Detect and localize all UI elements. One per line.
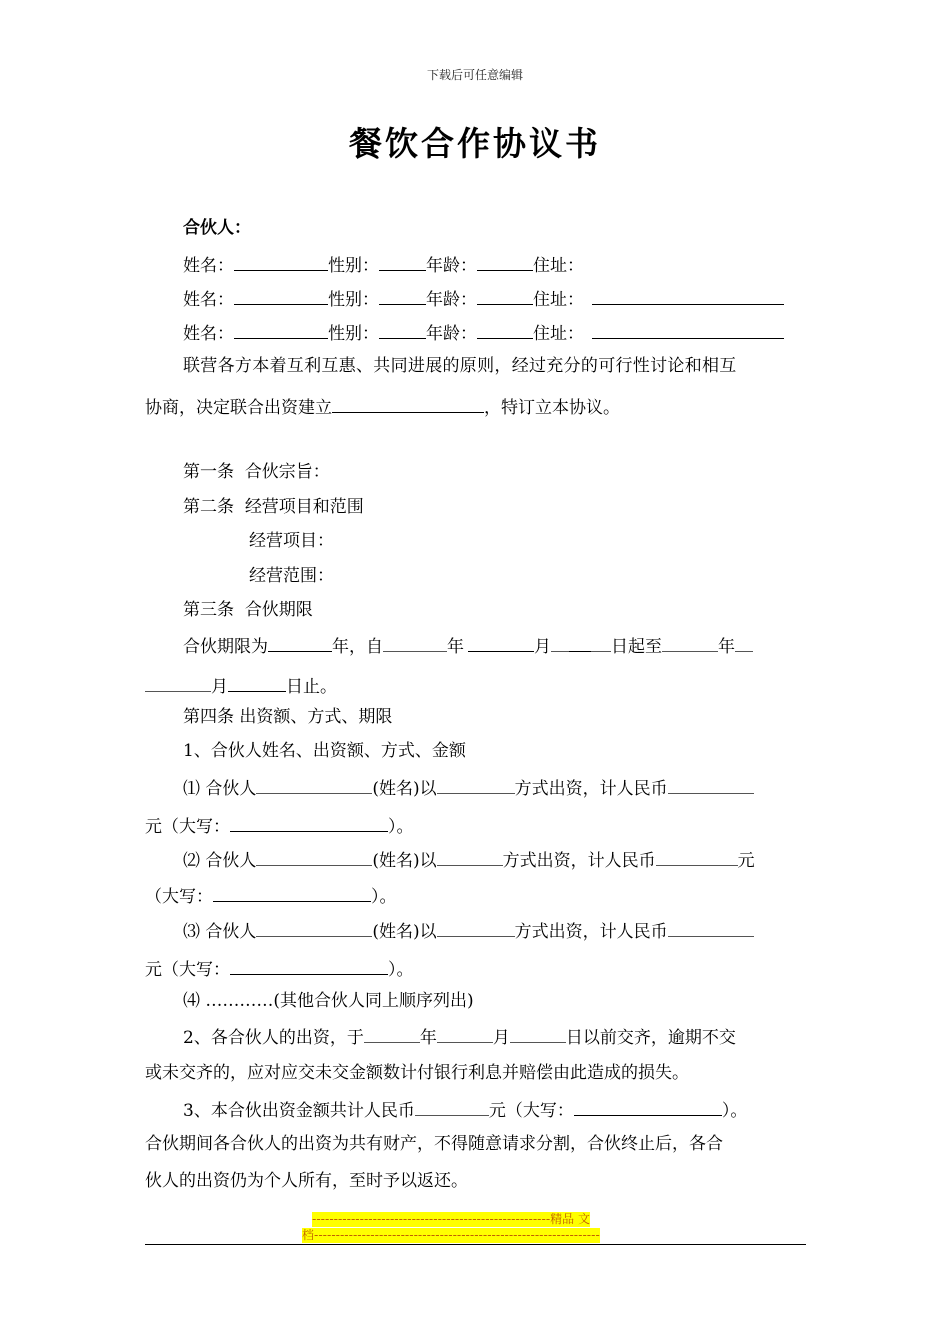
article-1 [183, 460, 330, 484]
name-blank[interactable] [234, 285, 328, 305]
age-label: 年龄： [426, 256, 477, 276]
text: 元（大写： [488, 1101, 574, 1121]
intro-text-post: ，特订立本协议。 [484, 398, 620, 418]
article-4-sub-2 [183, 1023, 736, 1050]
article-2 [183, 495, 364, 519]
text: 月 [534, 637, 551, 657]
address-label: 住址： [533, 290, 584, 310]
partner-name-blank[interactable] [256, 774, 372, 794]
total-amount-blank[interactable] [415, 1096, 489, 1116]
amount-words-blank[interactable] [213, 882, 371, 902]
text: ）。 [388, 817, 414, 837]
amount-blank[interactable] [656, 846, 738, 866]
item-number: ⑵ [183, 851, 200, 871]
name-label: 姓名： [183, 290, 234, 310]
name-blank[interactable] [234, 319, 328, 339]
amount-words-blank[interactable] [230, 955, 388, 975]
text: （大写： [145, 887, 213, 907]
header-note: 下载后可任意编辑 [426, 68, 523, 82]
age-blank[interactable] [477, 319, 533, 339]
text: …………(其他合伙人同上顺序列出) [205, 991, 474, 1011]
text: 年 [447, 637, 464, 657]
text: ）。 [721, 1101, 748, 1121]
age-blank[interactable] [477, 285, 533, 305]
article-4 [183, 705, 392, 729]
age-label: 年龄： [426, 324, 477, 344]
business-items-label: 经营项目： [249, 531, 334, 551]
text: 3、本合伙出资金额共计人民币 [183, 1101, 415, 1121]
article-number: 第四条 [183, 707, 234, 727]
start-day-blank-a[interactable] [551, 632, 569, 652]
partners-heading: 合伙人： [183, 218, 251, 238]
text: 日起至 [611, 637, 662, 657]
text: 元（大写： [145, 817, 230, 837]
age-label: 年龄： [426, 290, 477, 310]
contribution-item-2-line-2 [145, 882, 397, 909]
footer-watermark-line-2: 档------------------------------------------------------------------ [302, 1228, 600, 1242]
intro-line-2 [145, 393, 620, 420]
article-title: 合伙宗旨： [244, 462, 330, 482]
text: 月 [211, 677, 228, 697]
years-blank[interactable] [268, 632, 332, 652]
item-number: ⑴ [183, 779, 200, 799]
deadline-year-blank[interactable] [364, 1023, 420, 1043]
partner-name-blank[interactable] [256, 846, 372, 866]
footer-watermark-line-1: -------------------------------------------------------精品 文 [312, 1212, 590, 1226]
name-label: 姓名： [183, 324, 234, 344]
partner-name-blank[interactable] [256, 917, 372, 937]
article-title: 合伙期限 [244, 600, 313, 620]
address-label: 住址： [533, 324, 584, 344]
intro-line-1: 联营各方本着互利互惠、共同进展的原则，经过充分的可行性讨论和相互 [183, 356, 737, 376]
term-line-1 [183, 632, 753, 659]
end-month-blank-a[interactable] [735, 632, 753, 652]
age-blank[interactable] [477, 251, 533, 271]
method-blank[interactable] [437, 846, 503, 866]
partner-row [183, 285, 784, 312]
text: 年 [718, 637, 735, 657]
text: (姓名)以 [372, 851, 437, 871]
gender-blank[interactable] [379, 251, 426, 271]
article-3 [183, 598, 313, 622]
contribution-item-1-line-2 [145, 812, 414, 839]
method-blank[interactable] [437, 917, 515, 937]
total-amount-words-blank[interactable] [574, 1096, 722, 1116]
article-4-sub-3 [183, 1096, 747, 1123]
start-year-blank[interactable] [383, 632, 447, 652]
contribution-item-3-line-2 [145, 955, 414, 982]
text: 合伙期限为 [183, 637, 268, 657]
document-title: 餐饮合作协议书 [349, 124, 601, 163]
article-number: 第二条 [183, 497, 234, 517]
start-month-blank[interactable] [468, 632, 534, 652]
text: 合伙人 [205, 779, 257, 799]
text: 日以前交齐，逾期不交 [565, 1028, 736, 1048]
deadline-day-blank[interactable] [510, 1023, 566, 1043]
text: (姓名)以 [372, 922, 437, 942]
text: 日止。 [286, 677, 337, 697]
contribution-item-1 [183, 774, 754, 801]
gender-blank[interactable] [379, 285, 426, 305]
partner-row [183, 319, 784, 346]
article-4-sub-2-line-2: 或未交齐的，应对应交未交金额数计付银行利息并赔偿由此造成的损失。 [145, 1063, 689, 1083]
article-title: 经营项目和范围 [244, 497, 364, 517]
text: ）。 [388, 960, 414, 980]
item-number: ⑷ [183, 991, 200, 1011]
deadline-month-blank[interactable] [437, 1023, 493, 1043]
text: 方式出资，计人民币 [502, 851, 656, 871]
start-day-blank[interactable] [569, 632, 591, 652]
text: 月 [492, 1028, 510, 1048]
text: 年，自 [332, 637, 383, 657]
gender-blank[interactable] [379, 319, 426, 339]
contribution-item-4 [183, 989, 474, 1013]
method-blank[interactable] [437, 774, 515, 794]
article-number: 第一条 [183, 462, 234, 482]
text: 方式出资，计人民币 [514, 922, 668, 942]
contribution-item-2 [183, 846, 755, 873]
amount-words-blank[interactable] [230, 812, 388, 832]
name-blank[interactable] [234, 251, 328, 271]
gender-label: 性别： [328, 256, 379, 276]
partner-row [183, 251, 584, 278]
contribution-item-3 [183, 917, 754, 944]
start-day-blank-c[interactable] [591, 632, 611, 652]
text: 方式出资，计人民币 [514, 779, 668, 799]
name-label: 姓名： [183, 256, 234, 276]
end-year-blank[interactable] [662, 632, 718, 652]
end-day-blank[interactable] [228, 672, 286, 692]
term-line-2 [145, 672, 337, 699]
address-label: 住址： [533, 256, 584, 276]
text: 元 [737, 851, 755, 871]
text: 元（大写： [145, 960, 230, 980]
text: 合伙人 [205, 851, 257, 871]
amount-blank[interactable] [668, 917, 754, 937]
intro-text-pre: 协商，决定联合出资建立 [145, 398, 332, 418]
address-blank[interactable] [592, 319, 784, 339]
text: (姓名)以 [372, 779, 437, 799]
article-4-sub-3-line-3: 伙人的出资仍为个人所有，至时予以返还。 [145, 1171, 468, 1191]
text: 年 [419, 1028, 437, 1048]
item-number: ⑶ [183, 922, 200, 942]
end-month-blank[interactable] [145, 672, 211, 692]
article-title: 出资额、方式、期限 [239, 707, 393, 727]
text: 合伙人 [205, 922, 257, 942]
footer-rule [145, 1244, 806, 1245]
text: ）。 [371, 887, 397, 907]
article-number: 第三条 [183, 600, 234, 620]
text: 2、各合伙人的出资，于 [183, 1028, 364, 1048]
gender-label: 性别： [328, 290, 379, 310]
business-name-blank[interactable] [332, 393, 484, 413]
gender-label: 性别： [328, 324, 379, 344]
address-blank[interactable] [592, 285, 784, 305]
business-scope-label: 经营范围： [249, 566, 334, 586]
article-4-sub-3-line-2: 合伙期间各合伙人的出资为共有财产，不得随意请求分割，合伙终止后，各合 [145, 1134, 723, 1154]
article-4-sub-1: 1、合伙人姓名、出资额、方式、金额 [183, 741, 466, 761]
amount-blank[interactable] [668, 774, 754, 794]
